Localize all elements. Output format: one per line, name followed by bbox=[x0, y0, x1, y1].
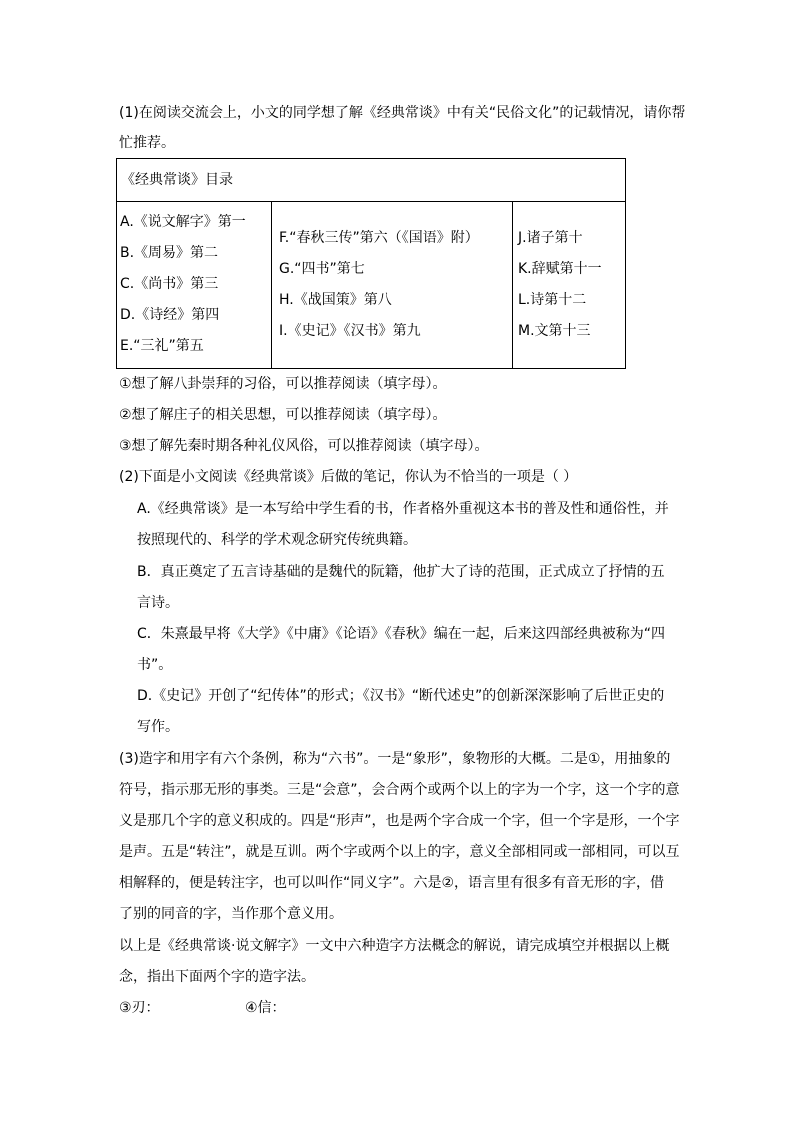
q2-stem: (2)下面是小文阅读《经典常谈》后做的笔记，你认为不恰当的一项是（ ） bbox=[119, 469, 578, 485]
toc-item-b: B.《周易》第二 bbox=[120, 245, 219, 261]
q2-option-d-line-1: D.《史记》开创了“纪传体”的形式；《汉书》“断代述史”的创新深深影响了后世正史的 bbox=[137, 688, 665, 704]
q3-line-2: 符号，指示那无形的事类。三是“会意”，会合两个或两个以上的字为一个字，这一个字的意 bbox=[119, 782, 680, 798]
toc-item-i: I.《史记》《汉书》第九 bbox=[279, 323, 421, 339]
toc-item-k: K.辞赋第十一 bbox=[518, 261, 602, 277]
q3-fill-4: ④信： bbox=[245, 1000, 286, 1016]
q2-option-b-line-1: B．真正奠定了五言诗基础的是魏代的阮籍，他扩大了诗的范围，正式成立了抒情的五 bbox=[137, 564, 665, 580]
q2-option-a-line-1: A.《经典常谈》是一本写给中学生看的书，作者格外重视这本书的普及性和通俗性，并 bbox=[137, 501, 669, 517]
q1-intro-line-1: (1)在阅读交流会上，小文的同学想了解《经典常谈》中有关“民俗文化”的记载情况，请你帮 bbox=[119, 105, 686, 121]
q1-intro-line-2: 忙推荐。 bbox=[119, 135, 175, 151]
q1-sub-3: ③想了解先秦时期各种礼仪风俗，可以推荐阅读（填字母）。 bbox=[119, 438, 489, 454]
toc-item-e: E.“三礼”第五 bbox=[120, 338, 204, 354]
q1-sub-1: ①想了解八卦崇拜的习俗，可以推荐阅读（填字母）。 bbox=[119, 376, 447, 392]
toc-table bbox=[116, 158, 626, 369]
q3-line-7: 以上是《经典常谈·说文解字》一文中六种造字方法概念的解说，请完成填空并根据以上概 bbox=[119, 938, 670, 954]
q3-line-4: 是声。五是“转注”，就是互训。两个字或两个以上的字，意义全部相同或一部相同，可以互 bbox=[119, 844, 680, 860]
q2-option-b-line-2: 言诗。 bbox=[137, 595, 179, 611]
q1-sub-2: ②想了解庄子的相关思想，可以推荐阅读（填字母）。 bbox=[119, 407, 447, 423]
q2-option-c-line-1: C．朱熹最早将《大学》《中庸》《论语》《春秋》编在一起，后来这四部经典被称为“四 bbox=[137, 626, 666, 642]
toc-item-l: L.诗第十二 bbox=[518, 292, 587, 308]
q3-fill-3: ③刃： bbox=[119, 1000, 160, 1016]
q2-option-a-line-2: 按照现代的、科学的学术观念研究传统典籍。 bbox=[137, 532, 417, 548]
toc-item-g: G.“四书”第七 bbox=[279, 261, 365, 277]
toc-col-1 bbox=[117, 202, 272, 369]
q3-line-3: 义是那几个字的意义积成的。四是“形声”，也是两个字合成一个字，但一个字是形，一个字 bbox=[119, 813, 680, 829]
toc-item-a: A.《说文解字》第一 bbox=[120, 214, 246, 230]
toc-col-3 bbox=[513, 202, 626, 369]
toc-item-c: C.《尚书》第三 bbox=[120, 276, 219, 292]
toc-item-f: F.“春秋三传”第六（《国语》附） bbox=[279, 230, 479, 246]
q3-line-1: (3)造字和用字有六个条例，称为“六书”。一是“象形”，象物形的大概。二是①，用抽象的 bbox=[119, 751, 671, 767]
toc-title-cell bbox=[117, 159, 626, 202]
toc-item-m: M.文第十三 bbox=[518, 323, 591, 339]
toc-item-d: D.《诗经》第四 bbox=[120, 307, 220, 323]
q3-line-5: 相解释的，便是转注字，也可以叫作“同义字”。六是②，语言里有很多有音无形的字，借 bbox=[119, 875, 665, 891]
q2-option-d-line-2: 写作。 bbox=[137, 719, 179, 735]
q3-line-6: 了别的同音的字，当作那个意义用。 bbox=[119, 906, 343, 922]
toc-item-h: H.《战国策》第八 bbox=[279, 292, 392, 308]
q2-option-c-line-2: 书”。 bbox=[137, 657, 173, 673]
q3-line-8: 念，指出下面两个字的造字法。 bbox=[119, 969, 315, 985]
toc-title: 《经典常谈》目录 bbox=[121, 172, 233, 188]
toc-col-2 bbox=[272, 202, 513, 369]
toc-item-j: J.诸子第十 bbox=[518, 230, 583, 246]
